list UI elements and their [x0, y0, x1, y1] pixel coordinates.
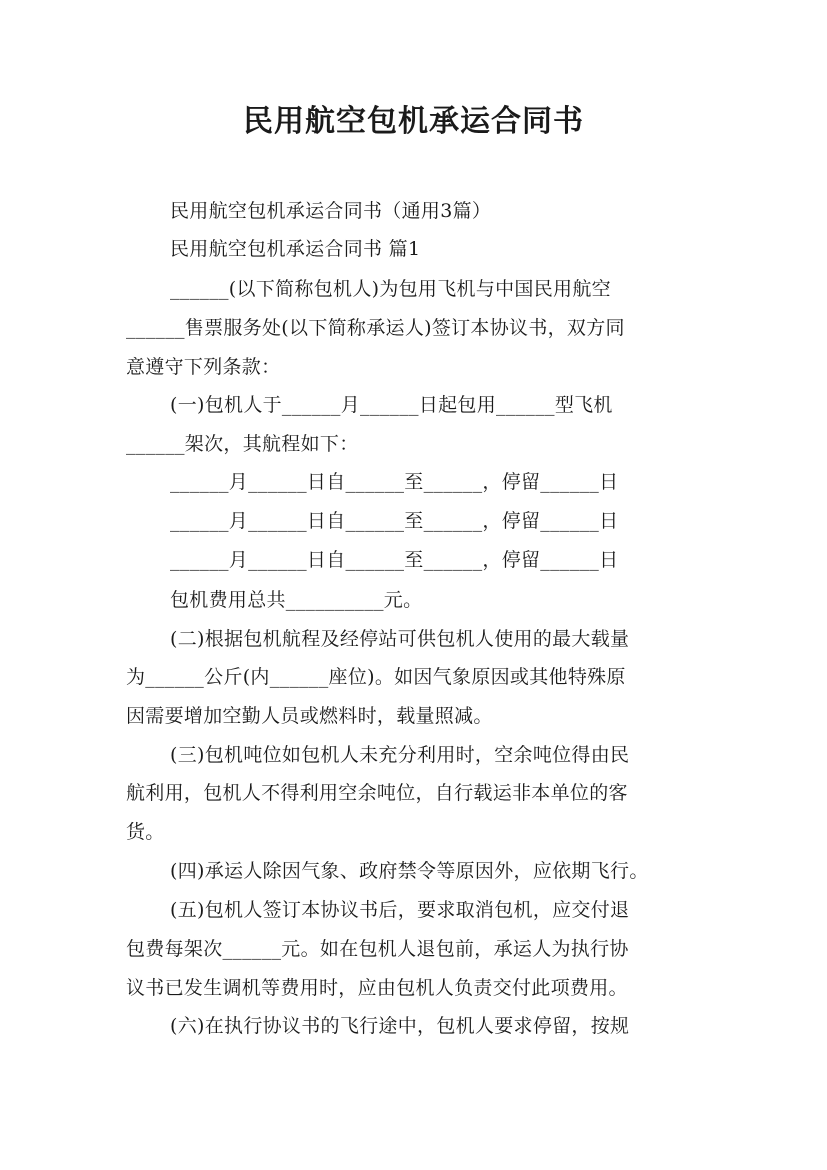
text-line: 意遵守下列条款： [126, 356, 281, 378]
text-line: 民用航空包机承运合同书 篇1 [170, 238, 421, 260]
text-line: 为______公斤(内______座位)。如因气象原因或其他特殊原 [126, 666, 626, 688]
text-line: (六)在执行协议书的飞行途中，包机人要求停留，按规 [170, 1015, 630, 1037]
text-line: ______月______日自______至______，停留______日 [170, 510, 619, 532]
text-line: (二)根据包机航程及经停站可供包机人使用的最大载量 [170, 628, 630, 650]
text-line: 包费每架次______元。如在包机人退包前，承运人为执行协 [126, 938, 629, 960]
text-line: 议书已发生调机等费用时，应由包机人负责交付此项费用。 [126, 977, 628, 999]
text-line: ______售票服务处(以下简称承运人)签订本协议书，双方同 [126, 317, 625, 339]
text-line: 包机费用总共__________元。 [170, 589, 423, 611]
text-line: 航利用，包机人不得利用空余吨位，自行载运非本单位的客 [126, 782, 628, 804]
text-line: 货。 [126, 821, 165, 843]
text-line: ______架次，其航程如下： [126, 433, 359, 455]
document-title: 民用航空包机承运合同书 [243, 104, 584, 139]
text-line: (五)包机人签订本协议书后，要求取消包机，应交付退 [170, 899, 630, 921]
text-line: ______月______日自______至______，停留______日 [170, 471, 619, 493]
text-line: (四)承运人除因气象、政府禁令等原因外，应依期飞行。 [170, 860, 649, 882]
text-line: ______(以下简称包机人)为包用飞机与中国民用航空 [170, 278, 611, 300]
text-line: (三)包机吨位如包机人未充分利用时，空余吨位得由民 [170, 744, 630, 766]
text-line: 因需要增加空勤人员或燃料时，载量照减。 [126, 705, 493, 727]
text-line: (一)包机人于______月______日起包用______型飞机 [170, 394, 613, 416]
text-line: 民用航空包机承运合同书（通用3篇） [170, 200, 492, 222]
text-line: ______月______日自______至______，停留______日 [170, 549, 619, 571]
